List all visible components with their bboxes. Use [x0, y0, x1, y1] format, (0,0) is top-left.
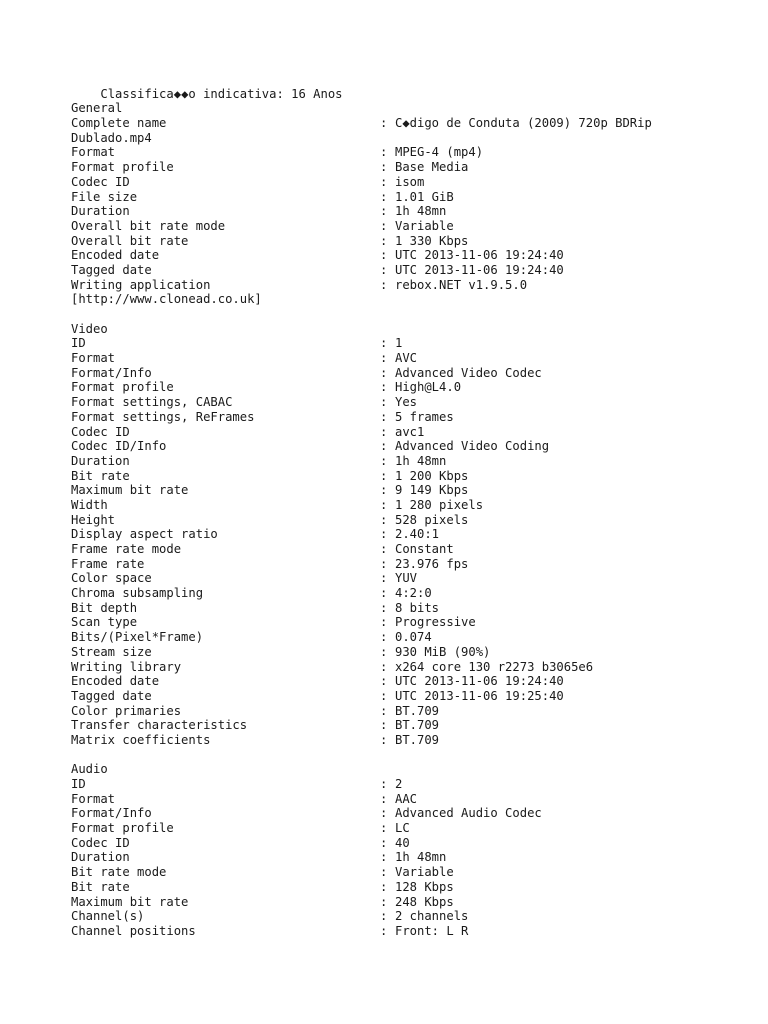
row-key: Tagged date [71, 688, 152, 703]
row-key: Format/Info [71, 806, 152, 821]
row-value: Advanced Video Coding [395, 439, 550, 454]
row-separator: : [380, 439, 388, 454]
row-key: Maximum bit rate [71, 894, 189, 909]
classification-line [71, 72, 751, 101]
row-separator: : [380, 174, 388, 189]
row-key: Tagged date [71, 262, 152, 277]
row-value: 0.074 [395, 630, 432, 645]
row-value: 2 [395, 777, 403, 791]
row-key: Bit rate [71, 879, 130, 894]
row-value: UTC 2013-11-06 19:24:40 [395, 262, 564, 277]
row-separator: : [380, 586, 388, 601]
row-value: 528 pixels [395, 512, 469, 527]
video-section [71, 322, 751, 748]
row-key: Format/Info [71, 365, 152, 380]
row-value: MPEG-4 (mp4) [395, 145, 484, 160]
row-key: Matrix coefficients [71, 732, 211, 747]
row-key: Bit depth [71, 600, 138, 615]
video-row [71, 527, 751, 542]
row-separator: : [380, 365, 388, 380]
row-value: UTC 2013-11-06 19:25:40 [395, 688, 564, 703]
video-row [71, 439, 751, 454]
row-key: Duration [71, 850, 130, 865]
row-key: Frame rate [71, 556, 145, 571]
row-key: Chroma subsampling [71, 586, 204, 601]
audio-rows [71, 777, 751, 939]
row-key: Overall bit rate mode [71, 218, 226, 233]
row-separator: : [380, 732, 388, 747]
row-value: 23.976 fps [395, 556, 469, 571]
general-row [71, 175, 751, 190]
general-complete-name-continuation: Dublado.mp4 [71, 130, 152, 145]
audio-row [71, 895, 751, 910]
row-key: Complete name [71, 116, 167, 131]
row-key: Format profile [71, 380, 174, 395]
row-separator: : [380, 160, 388, 175]
row-value: 8 bits [395, 600, 440, 615]
row-key: Duration [71, 204, 130, 219]
row-value: Variable [395, 865, 454, 880]
row-key: Codec ID [71, 424, 130, 439]
row-key: Maximum bit rate [71, 483, 189, 498]
row-separator: : [380, 674, 388, 689]
video-row [71, 410, 751, 425]
row-key: Color primaries [71, 703, 182, 718]
video-row [71, 498, 751, 513]
video-row [71, 425, 751, 440]
video-row [71, 571, 751, 586]
video-row [71, 733, 751, 748]
row-key: Frame rate mode [71, 542, 182, 556]
row-key: Height [71, 512, 116, 527]
video-row [71, 660, 751, 675]
section-title-audio: Audio [71, 762, 108, 777]
video-row [71, 557, 751, 572]
spacer [71, 307, 751, 322]
row-separator: : [380, 659, 388, 674]
video-row [71, 454, 751, 469]
row-separator: : [380, 409, 388, 424]
video-row [71, 615, 751, 630]
row-separator: : [380, 262, 388, 277]
video-row [71, 351, 751, 366]
general-row-writing-application [71, 278, 751, 293]
row-value: 5 frames [395, 409, 454, 424]
row-separator: : [380, 600, 388, 615]
row-key: Codec ID [71, 835, 130, 850]
audio-row [71, 924, 751, 939]
row-value: LC [395, 821, 410, 836]
row-key: Encoded date [71, 674, 160, 689]
row-value: 2 channels [395, 909, 469, 924]
general-writing-application-continuation: [http://www.clonead.co.uk] [71, 292, 262, 307]
row-value: 2.40:1 [395, 527, 440, 542]
video-row [71, 336, 751, 351]
row-key: Writing library [71, 659, 182, 674]
row-key: Display aspect ratio [71, 527, 218, 542]
row-separator: : [380, 453, 388, 468]
row-separator: : [380, 116, 388, 131]
row-separator: : [380, 336, 388, 351]
row-key: Format settings, CABAC [71, 395, 233, 410]
audio-row [71, 792, 751, 807]
row-separator: : [380, 703, 388, 718]
row-separator: : [380, 424, 388, 439]
audio-row [71, 865, 751, 880]
row-separator: : [380, 909, 388, 924]
row-value: YUV [395, 571, 418, 586]
general-row [71, 190, 751, 205]
row-value: Variable [395, 218, 454, 233]
row-key: Width [71, 497, 108, 512]
row-value: 248 Kbps [395, 894, 454, 909]
row-separator: : [380, 189, 388, 204]
row-key: Overall bit rate [71, 233, 189, 248]
audio-section [71, 762, 751, 938]
general-row [71, 204, 751, 219]
general-row [71, 219, 751, 234]
row-separator: : [380, 527, 388, 542]
general-row-complete-name [71, 116, 751, 131]
row-value: 1 280 pixels [395, 497, 484, 512]
row-value: 1h 48mn [395, 453, 447, 468]
row-separator: : [380, 204, 388, 219]
row-value: 4:2:0 [395, 586, 432, 601]
row-separator: : [380, 806, 388, 821]
video-row [71, 395, 751, 410]
row-value: Progressive [395, 615, 476, 630]
row-value: AVC [395, 351, 418, 366]
row-value: 128 Kbps [395, 879, 454, 894]
audio-row [71, 880, 751, 895]
mediainfo-document [71, 72, 751, 939]
row-key: Format profile [71, 821, 174, 836]
row-key: Channel positions [71, 923, 196, 938]
row-value: UTC 2013-11-06 19:24:40 [395, 248, 564, 263]
row-separator: : [380, 644, 388, 659]
row-separator: : [380, 821, 388, 836]
row-separator: : [380, 145, 388, 160]
row-value: BT.709 [395, 703, 440, 718]
row-value: UTC 2013-11-06 19:24:40 [395, 674, 564, 689]
row-key: Format [71, 351, 116, 366]
general-rows [71, 145, 751, 277]
audio-row [71, 909, 751, 924]
video-row [71, 601, 751, 616]
row-value: BT.709 [395, 732, 440, 747]
row-value: Yes [395, 395, 418, 410]
row-separator: : [380, 835, 388, 850]
general-row [71, 145, 751, 160]
row-value: 930 MiB (90%) [395, 644, 491, 659]
audio-row [71, 850, 751, 865]
audio-row [71, 777, 751, 792]
row-key: Format settings, ReFrames [71, 409, 255, 424]
video-row [71, 704, 751, 719]
row-key: File size [71, 189, 138, 204]
video-row [71, 586, 751, 601]
general-row [71, 248, 751, 263]
general-row [71, 234, 751, 249]
row-key: Bits/(Pixel*Frame) [71, 630, 204, 645]
row-separator: : [380, 630, 388, 645]
row-key: Duration [71, 453, 130, 468]
row-value: AAC [395, 791, 418, 806]
row-separator: : [380, 395, 388, 410]
row-value: rebox.NET v1.9.5.0 [395, 277, 528, 292]
row-separator: : [380, 542, 388, 556]
row-key: Bit rate [71, 468, 130, 483]
row-value: 9 149 Kbps [395, 483, 469, 498]
section-title-video: Video [71, 321, 108, 336]
video-row [71, 630, 751, 645]
row-value: 1.01 GiB [395, 189, 454, 204]
audio-row [71, 806, 751, 821]
row-separator: : [380, 512, 388, 527]
row-key: Encoded date [71, 248, 160, 263]
spacer [71, 748, 751, 763]
row-separator: : [380, 218, 388, 233]
video-row [71, 513, 751, 528]
video-row [71, 645, 751, 660]
row-value: C◆digo de Conduta (2009) 720p BDRip [395, 116, 652, 131]
video-rows [71, 336, 751, 747]
video-row [71, 366, 751, 381]
video-row [71, 380, 751, 395]
row-value: 1 200 Kbps [395, 468, 469, 483]
row-value: Advanced Audio Codec [395, 806, 542, 821]
row-key: Format profile [71, 160, 174, 175]
row-key: ID [71, 336, 86, 351]
video-row [71, 542, 751, 557]
row-value: 1h 48mn [395, 204, 447, 219]
row-value: x264 core 130 r2273 b3065e6 [395, 659, 594, 674]
row-separator: : [380, 777, 388, 791]
general-section [71, 101, 751, 307]
row-value: Constant [395, 542, 454, 556]
row-separator: : [380, 894, 388, 909]
row-value: Base Media [395, 160, 469, 175]
video-row [71, 469, 751, 484]
row-key: Codec ID [71, 174, 130, 189]
video-row [71, 674, 751, 689]
row-value: BT.709 [395, 718, 440, 733]
row-key: Format [71, 791, 116, 806]
row-key: Color space [71, 571, 152, 586]
row-separator: : [380, 248, 388, 263]
row-value: High@L4.0 [395, 380, 462, 395]
audio-row [71, 836, 751, 851]
row-separator: : [380, 277, 388, 292]
row-separator: : [380, 923, 388, 938]
row-key: Writing application [71, 277, 211, 292]
row-separator: : [380, 571, 388, 586]
row-separator: : [380, 688, 388, 703]
row-key: Scan type [71, 615, 138, 630]
row-value: 1 330 Kbps [395, 233, 469, 248]
row-key: Channel(s) [71, 909, 145, 924]
row-key: Transfer characteristics [71, 718, 248, 733]
row-key: Bit rate mode [71, 865, 167, 880]
row-separator: : [380, 233, 388, 248]
section-title-general: General [71, 101, 123, 116]
row-separator: : [380, 865, 388, 880]
general-row [71, 160, 751, 175]
row-separator: : [380, 351, 388, 366]
video-row [71, 483, 751, 498]
general-row [71, 263, 751, 278]
row-key: Format [71, 145, 116, 160]
row-key: Stream size [71, 644, 152, 659]
row-separator: : [380, 718, 388, 733]
row-separator: : [380, 497, 388, 512]
row-value: isom [395, 174, 425, 189]
row-separator: : [380, 468, 388, 483]
row-separator: : [380, 483, 388, 498]
row-separator: : [380, 615, 388, 630]
row-value: 1h 48mn [395, 850, 447, 865]
row-value: 1 [395, 336, 403, 351]
row-value: Advanced Video Codec [395, 365, 542, 380]
row-separator: : [380, 556, 388, 571]
row-separator: : [380, 791, 388, 806]
row-key: Codec ID/Info [71, 439, 167, 454]
video-row [71, 718, 751, 733]
video-row [71, 689, 751, 704]
row-value: Front: L R [395, 923, 469, 938]
row-key: ID [71, 777, 86, 791]
row-value: avc1 [395, 424, 425, 439]
row-value: 40 [395, 835, 410, 850]
row-separator: : [380, 879, 388, 894]
classification-text: Classifica◆◆o indicativa: 16 Anos [100, 86, 343, 101]
row-separator: : [380, 380, 388, 395]
row-separator: : [380, 850, 388, 865]
audio-row [71, 821, 751, 836]
